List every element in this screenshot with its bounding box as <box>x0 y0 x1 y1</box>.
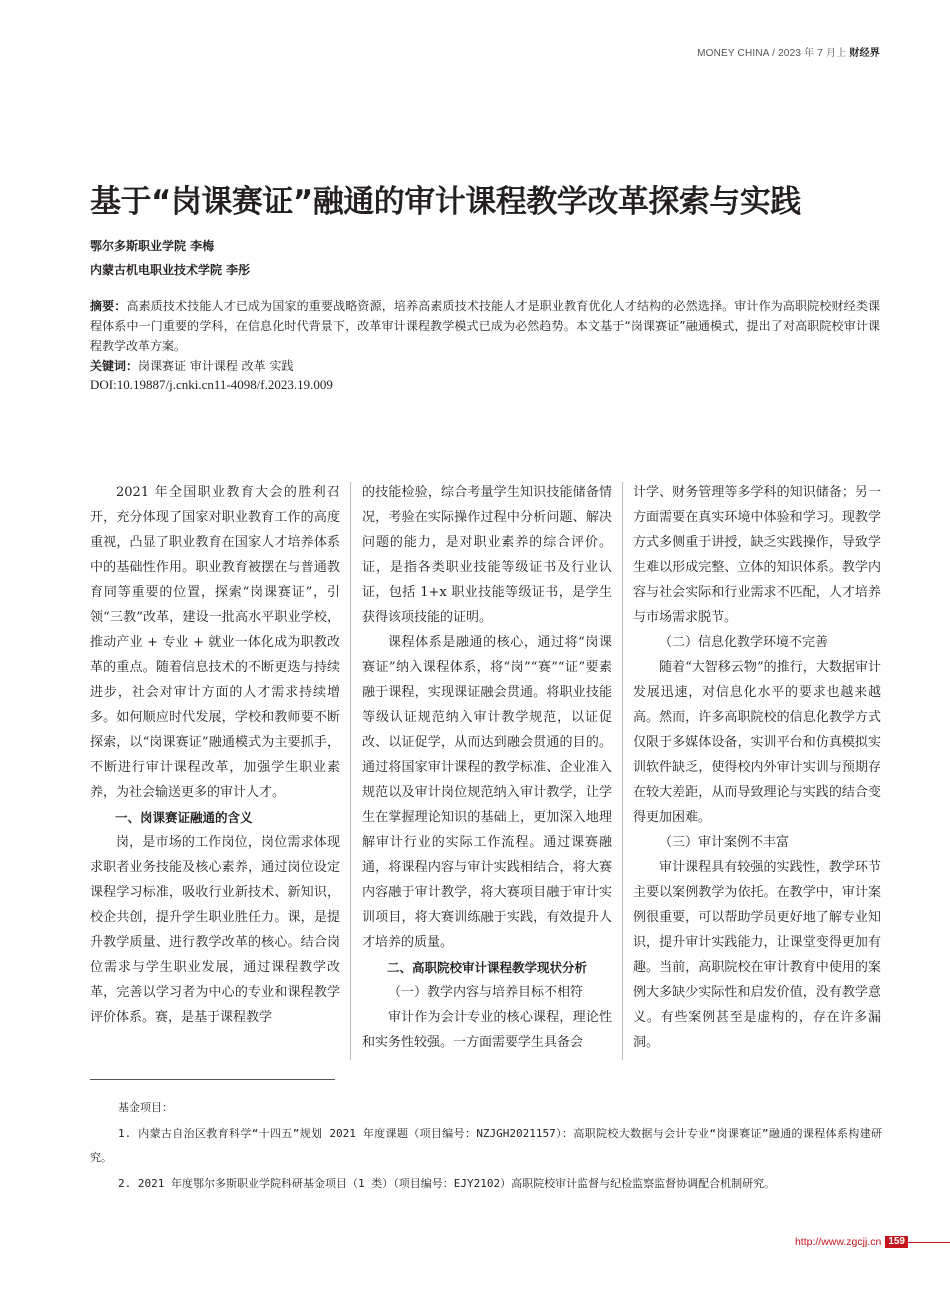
paragraph: 随着“大智移云物”的推行，大数据审计发展迅速，对信息化水平的要求也越来越高。然而，许多高职院校的信息化教学方式仅限于多媒体设备，实训平台和仿真模拟实训软件缺乏，使得校内外审计实训与预期存在较大差距，从而导致理论与实践的结合变得更加困难。 <box>633 660 881 825</box>
funding-item: 1. 内蒙古自治区教育科学“十四五”规划 2021 年度课题（项目编号：NZJGH2021157）：高职院校大数据与会计专业“岗课赛证”融通的课程体系构建研究。 <box>90 1127 882 1164</box>
subsection-heading: （二）信息化教学环境不完善 <box>659 635 829 650</box>
running-head <box>697 44 880 59</box>
author-line: 内蒙古机电职业技术学院 李彤 <box>90 263 251 277</box>
section-heading: 二、高职院校审计课程教学现状分析 <box>387 960 588 975</box>
body-column-2 <box>362 480 612 1060</box>
funding-item: 2. 2021 年度鄂尔多斯职业学院科研基金项目（1 类）（项目编号：EJY2102）高职院校审计监督与纪检监察监督协调配合机制研究。 <box>118 1177 776 1190</box>
paragraph: 计学、财务管理等多学科的知识储备；另一方面需要在真实环境中体验和学习。现教学方式多侧重于讲授，缺乏实践操作，导致学生难以形成完整、立体的知识体系。教学内容与社会实际和行业需求不匹配，人才培养与市场需求脱节。 <box>633 485 881 625</box>
paragraph: 审计作为会计专业的核心课程，理论性和实务性较强。一方面需要学生具备会 <box>362 1010 612 1050</box>
keywords-text: 岗课赛证 审计课程 改革 实践 <box>138 359 294 373</box>
body-column-3 <box>633 480 881 1060</box>
section-heading: 一、岗课赛证融通的含义 <box>115 810 253 825</box>
issue-date: / 2023 年 7 月上 <box>772 48 847 59</box>
paragraph: 2021 年全国职业教育大会的胜利召开，充分体现了国家对职业教育工作的高度重视，凸显了职业教育在国家人才培养体系中的基础性作用。职业教育被摆在与普通教育同等重要的位置，探索“岗课赛证”，引领“三教”改革，建设一批高水平职业学校，推动产业 + 专业 + 就业一体化成为职教改革的重点。随着信息技术的不断更迭与持续进步，社会对审计方面的人才需求持续增多。如何顺应时代发展，学校和教师要不断探索，以“岗课赛证”融通模式为主要抓手，不断进行审计课程改革，加强学生职业素养，为社会输送更多的审计人才。 <box>90 485 340 800</box>
paper-title: 基于“岗课赛证”融通的审计课程教学改革探索与实践 <box>90 184 801 220</box>
author-line: 鄂尔多斯职业学院 李梅 <box>90 239 215 253</box>
page-footer <box>795 1236 950 1248</box>
column-divider <box>350 482 351 1060</box>
journal-name: MONEY CHINA <box>697 48 770 59</box>
footnote-rule <box>90 1079 335 1080</box>
keywords-label: 关键词： <box>90 359 139 373</box>
body-column-1 <box>90 480 340 1060</box>
keywords <box>90 356 293 376</box>
subsection-heading: （三）审计案例不丰富 <box>659 835 790 850</box>
abstract-text: 高素质技术技能人才已成为国家的重要战略资源，培养高素质技术技能人才是职业教育优化人才结构的必然选择。审计作为高职院校财经类课程体系中一门重要的学科，在信息化时代背景下，改革审计课程教学模式已成为必然趋势。本文基于“岗课赛证”融通模式，提出了对高职院校审计课程教学改革方案。 <box>90 299 880 353</box>
abstract <box>90 296 880 356</box>
column-divider <box>622 482 623 1060</box>
funding-note <box>90 1096 882 1198</box>
paragraph: 课程体系是融通的核心，通过将“岗课赛证”纳入课程体系，将“岗”“赛”“证”要素融于课程，实现课证融会贯通。将职业技能等级认证规范纳入审计教学规范，以证促改、以证促学，从而达到融会贯通的目的。通过将国家审计课程的教学标准、企业准入规范以及审计岗位规范纳入审计教学，让学生在掌握理论知识的基础上，更加深入地理解审计行业的实际工作流程。通过课赛融通，将课程内容与审计实践相结合，将大赛内容融于审计教学，将大赛项目融于审计实训项目，将大赛训练融于实践，有效提升人才培养的质量。 <box>362 635 612 950</box>
abstract-label: 摘要： <box>90 299 127 313</box>
doi: DOI:10.19887/j.cnki.cn11-4098/f.2023.19.009 <box>90 377 333 392</box>
section-name: 财经界 <box>849 48 880 59</box>
footer-rule <box>908 1242 950 1243</box>
subsection-heading: （一）教学内容与培养目标不相符 <box>388 985 584 1000</box>
paragraph: 审计课程具有较强的实践性，教学环节主要以案例教学为依托。在教学中，审计案例很重要，可以帮助学员更好地了解专业知识，提升审计实践能力，让课堂变得更加有趣。当前，高职院校在审计教育中使用的案例大多缺少实际性和启发价值，没有教学意义。有些案例甚至是虚构的，存在许多漏洞。 <box>633 860 881 1050</box>
funding-heading: 基金项目： <box>118 1101 173 1114</box>
page-number: 159 <box>885 1236 908 1248</box>
paragraph: 的技能检验，综合考量学生知识技能储备情况，考验在实际操作过程中分析问题、解决问题的能力，是对职业素养的综合评价。证，是指各类职业技能等级证书及行业认证，包括 1+x 职业技能等级证书，是学生获得该项技能的证明。 <box>362 485 612 625</box>
journal-url[interactable]: http://www.zgcjj.cn <box>794 1236 882 1248</box>
paragraph: 岗，是市场的工作岗位，岗位需求体现求职者业务技能及核心素养，通过岗位设定课程学习标准，吸收行业新技术、新知识，校企共创，提升学生职业胜任力。课，是提升教学质量、进行教学改革的核心。结合岗位需求与学生职业发展，通过课程教学改革，完善以学习者为中心的专业和课程教学评价体系。赛，是基于课程教学 <box>90 835 340 1025</box>
